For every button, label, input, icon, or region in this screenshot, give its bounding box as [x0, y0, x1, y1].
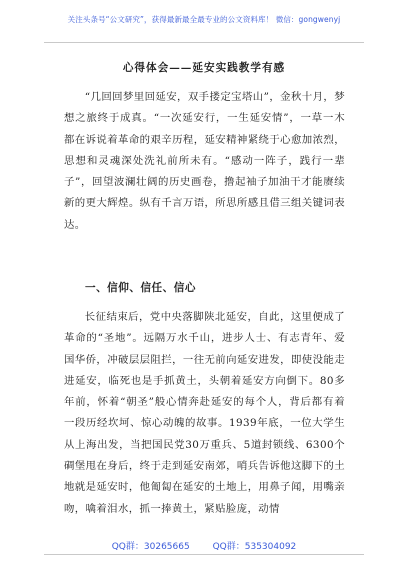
paragraph-intro: “几回回梦里回延安，双手搂定宝塔山”，金秋十月，梦想之旅终于成真。“一次延安行，一生延安情”，一草一木都在诉说着革命的艰辛历程，延安精神紧绕于心愈加浓烈，思想和灵魂深处洗礼前所未有。“感动一阵子，践行一辈子”，回望波澜壮阔的历史画卷，撸起袖子加油干才能赓续新的更大辉煌。纵有千言万语，所思所感且借三组关键词表达。 [64, 91, 345, 231]
page-header-notice: 关注头条号“公文研究”，获得最新最全最专业的公文资料库！ 微信：gongwenyj [67, 15, 341, 24]
qq-group-2: QQ群：535304092 [212, 542, 297, 552]
footer-divider [44, 554, 364, 555]
page-footer [0, 539, 408, 552]
qq-group-1: QQ群：30265665 [111, 542, 190, 552]
header-divider [44, 42, 364, 43]
document-title: 心得体会——延安实践教学有感 [122, 62, 286, 74]
paragraph-section-1: 长征结束后，党中央落脚陕北延安，自此，这里便成了革命的“圣地”。远隔万水千山，进步人士、有志青年、爱国华侨，冲破层层阻拦，一往无前向延安进发，即使没能走进延安，临死也是手抓黄土，头朝着延安方向倒下。80多年前，怀着“朝圣”般心情奔赴延安的每个人，背后都有着一段历经坎坷、惊心动魄的故事。1939年底，一位大学生从上海出发，当把国民党30万重兵、5道封锁线、6300个碉堡甩在身后，终于走到延安南郊，哨兵告诉他这脚下的土地就是延安时，他匍匐在延安的土地上，用鼻子闻，用嘴亲吻，噙着泪水，抓一捧黄土，紧贴脸庞，动情 [64, 311, 345, 515]
section-heading-1: 一、信仰、信任、信心 [85, 282, 196, 294]
